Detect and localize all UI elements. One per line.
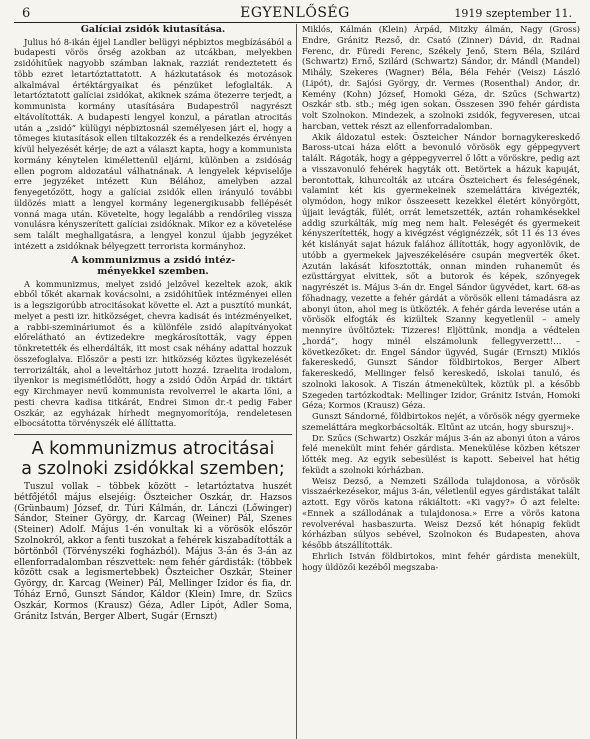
left-column [14,24,292,739]
article-body: A kommunizmus, melyet zsidó jelzővel kezeltek azok, akik ebből tőkét akarnak kovácsolni, a zsidóhitűek intézményei ellen is a legszigorúbb atrocitásokat követte el. Azt a pusztító munkát, melyet a pesti izr. hitközséget, chevra kadisát és intézményeiket, a rabbi-szemináriumot és a különféle zsidó alapítványokat előrelátható an évtizedekre megkárosították, vagy éppen tönkretették és elherdálták, itt most csak néhány adattal hozzuk összefoglalva. Először a pesti izr. hitközség köztes ügykezelését terrorizálták, ahol a leveltárhoz jutott hozzá. Izraelita irodalom, ilyenkor is megismétlődött, hogy a zsidó Ödön Árpád dr. tiktárt egy Kirchmayer nevű kommunista revolverrel le akarta lőni, a pesti chevra kadisa titkárát, Endrei Simon dr.-t pedig Faber Oszkár, az egyházak hírhedt megnyomorítója, rendeletesen elbocsátotta törvényszék elé állíttatta. [14,278,292,429]
headline-line: a szolnoki zsidókkal szemben; [21,459,285,479]
section-divider [14,434,292,435]
article-paragraph: Ehrlich István földbirtokos, mint fehér gárdista menekült, hogy üldözői kezéből megszaba- [302,550,580,572]
article-title: Galíciai zsidók kiutasítása. [80,24,226,35]
headline-line: A kommunizmus atrocitásai [31,439,275,459]
article-paragraph: Gunszt Sándorné, földbirtokos nejét, a vörösök négy gyermeke szemeláttára megkorbácsolták. Eltűnt az utcán, hogy sburszuj». [302,411,580,432]
article-paragraph: Akik áldozatul estek: Öszteicher Nándor bornagykereskedő Baross-utcai háza előtt a bevonuló vörösök egy géppegyvert talált. Rágoták, hogy a géppegyverrel ő lőtt a vöröskre, pedig azt a visszavonuló fehérek hagyták ott. Betörtek a házuk kapuját, berontottak, kihurcolták az utcára Öszteichert és feleségének, valamint két kis gyermekeinek szemeláttára kivégezték, olymódon, hogy mikor összeesett kezekkel életért könyörgött, újjait levágták, fülét, orrát lemetszették, aztán rohamkésekkel addig szurkálták, míg meg nem halt. Feleségét és gyermekeit kényszerítették, hogy a kivégzést végignézzék, sőt 11 és 13 éves két kislányát sajat házuk falához állították, hogy agyonlövik, de utóbb a gyermekek jajveszékelésére csupán megverték őket. Azután lakását kifosztották, onnan minden ruhaneműt és ezüsttárgyat elvittek, sőt a butorok és képek, szőnyegek nagyrészét is. Május 3-án dr. Engel Sándor ügyvédet, kart. 68-as főhadnagy, vezette a fehér gárdát a vörösök elleni támadásra az abonyi úton, ahol meg is ütközték. A fehér gárda leverése után a vörösök elfogták és kizültek Szanny kegyetlenül – amely mennyire üvöltöztek: Tizzeres! Eljöttünk, mondja a védtelen „hordá”, hogy minél elszámolunk fellegyverzett!… – következőket: dr. Engel Sándor ügyvéd, Sugár (Ernszt) Miklós fakereskedő, Gunszt Sándor földbirtokos, Berger Albert fakereskedő, Mellinger felső kereskedő, iskolai tanuló, és szolnoki lakosok. A Tiszán átmenekültek, köztük pl. a később Szegeden tartózkodtak: Mellinger Izidor, Gránitz István, Homoki Géza; Kormos (Krausz) Géza. [302,131,580,411]
right-column [302,24,580,739]
article-title-line: ményekkel szemben. [97,266,209,277]
article-paragraph: Miklós, Kálmán (Klein) Árpád, Mitzky álmán, Nagy (Gross) Endre, Gránitz Rezső, dr. Csató (Zinner) Dávid, dr. Radnai Ferenc, dr. Füredi Ferenc, Székely Jenő, Stern Béla, Szilárd (Schwartz) Ernő, Szilárd (Schwartz) Sándor, dr. Mándl (Mandel) Mihály, Szekeres (Wagner) Béla, Béla Fehér (Veisz) László (Lipót), dr. Sajósi György, dr. Vermes (Rosenthal) Andor, dr. Kemény (Kohn) József, Homoki Géza, dr. Szűcs (Schwartz) Oszkár stb. stb.; még igen sokan. Összesen 390 fehér gárdista volt Szolnokon. Mindezek, a szolnoki zsidók, fegyveresen, utcai harcban, vettek részt az ellenforradalomban. [302,24,580,131]
headline [14,439,292,479]
column-rule [296,24,297,739]
columns [14,24,580,739]
page-header [14,4,576,23]
article-paragraph: Weisz Dezső, a Nemzeti Szálloda tulajdonosa, a vörösök visszaérkezésekor, május 3-án, véletlenül egyes gárdistákat talált aztott. Egy vörös katona rákiáltott: «Ki vagy?» Ő azt felelte: «Ennek a szállodának a tulajdonosa.» Erre a vörös katona revolveréval hasbaszurta. Weisz Dezső két hónapig feküdt kórházban súlyos sebével, Szolnokon és Budapesten, ahova később átszállították. [302,475,580,550]
newspaper-title: EGYENLŐSÉG [240,5,350,21]
page-number: 6 [22,6,31,21]
issue-date: 1919 szeptember 11. [454,7,572,20]
article-body: Julius hó 8-ikán éjjel Landler belügyi népbiztos megbízásából a budapesti vörös őrség azokban az utcákban, melyekben zsidóhitűek nagyobb számban laknak, razziát rendeztetett és több ezret letartóztattatott. A házkutatások és motozások alkalmával értéktárgyaikat és pénzüket lefoglalták. A letartóztatott galíciai zsidókat, akiknek száma ötezerre terjedt, a kommunista kormány utasítására Budapestről nagyrészt eltávolították. A budapesti lengyel konzul, a páratlan atrocitás után a „zsidó” külügyi népbiztosnál személyesen járt el, hogy a tömeges kiutasítások ellen tiltakozzék és a rendelkezés érvényen kívül helyezését kérje; de azt a választ kapta, hogy a kommunista kormány kénytelen kimélettenül eljárni, különben a zsidóság ellen pogrom aldozatául válhatnának. A lengyelek képviselője erre jegyzéket intézett Kun Bélához, amelyben azzal fenyegetőzött, hogy a galíciai zsidók ellen irányuló további üldözés miatt a lengyel kormány legenergikusabb fellépését vonná maga után. Követelte, hogy legalább a rendőrileg vissza vonulásra kényszerített galíciai zsidóknak. Mikor ez a követelése sem talált meghallgatásra, a lengyel konzul újabb jegyzéket intézett a zsidóknak bélyegzett terrorista kormányhoz. [14,36,292,251]
article-title-line: A kommunizmus a zsidó intéz- [70,254,236,266]
article-body: Tuszul vollak – többek között – letartóztatva huszét bétfőjétől május elsejéig: Öszteicher Oszkár, dr. Hazsos (Grünbaum) József, dr. Túri Kálmán, dr. Lánczi (Lőwinger) Sándor, Steiner György, dr. Karcag (Weiner) Pál, Szenes (Steiner) Adolf. Május 1-én vonultak ki a vörösök először Szolnokról, akkor a fenti tuszokat a fehérek kiszabadították a börtönből (Törvényszéki fogházból). Május 3-án és 3-án az ellenforradalomban részvettek: nem fehér gárdisták: (többek között csak a legismertebbek) Öszteicher Oszkár, Steiner György, dr. Karcag (Weiner) Pál, Mellinger Izidor és fia, dr. Tóház Ernő, Gunszt Sándor, Káldor (Klein) Imre, dr. Szücs Oszkár, Kormos (Krausz) Géza, Adler Lipót, Adler Soma, Gránitz István, Berger Albert, Sugár (Ernszt) [14,482,292,622]
article-paragraph: Dr. Szűcs (Schwartz) Oszkár május 3-án az abonyi úton a város felé menekült mint fehér gárdista. Menekülése közben kétszer lőtték meg. Az egyik sebesülést is kapott. Sebeivel hat hétig feküdt a szolnoki kórházban. [302,432,580,475]
article-title [14,255,292,278]
